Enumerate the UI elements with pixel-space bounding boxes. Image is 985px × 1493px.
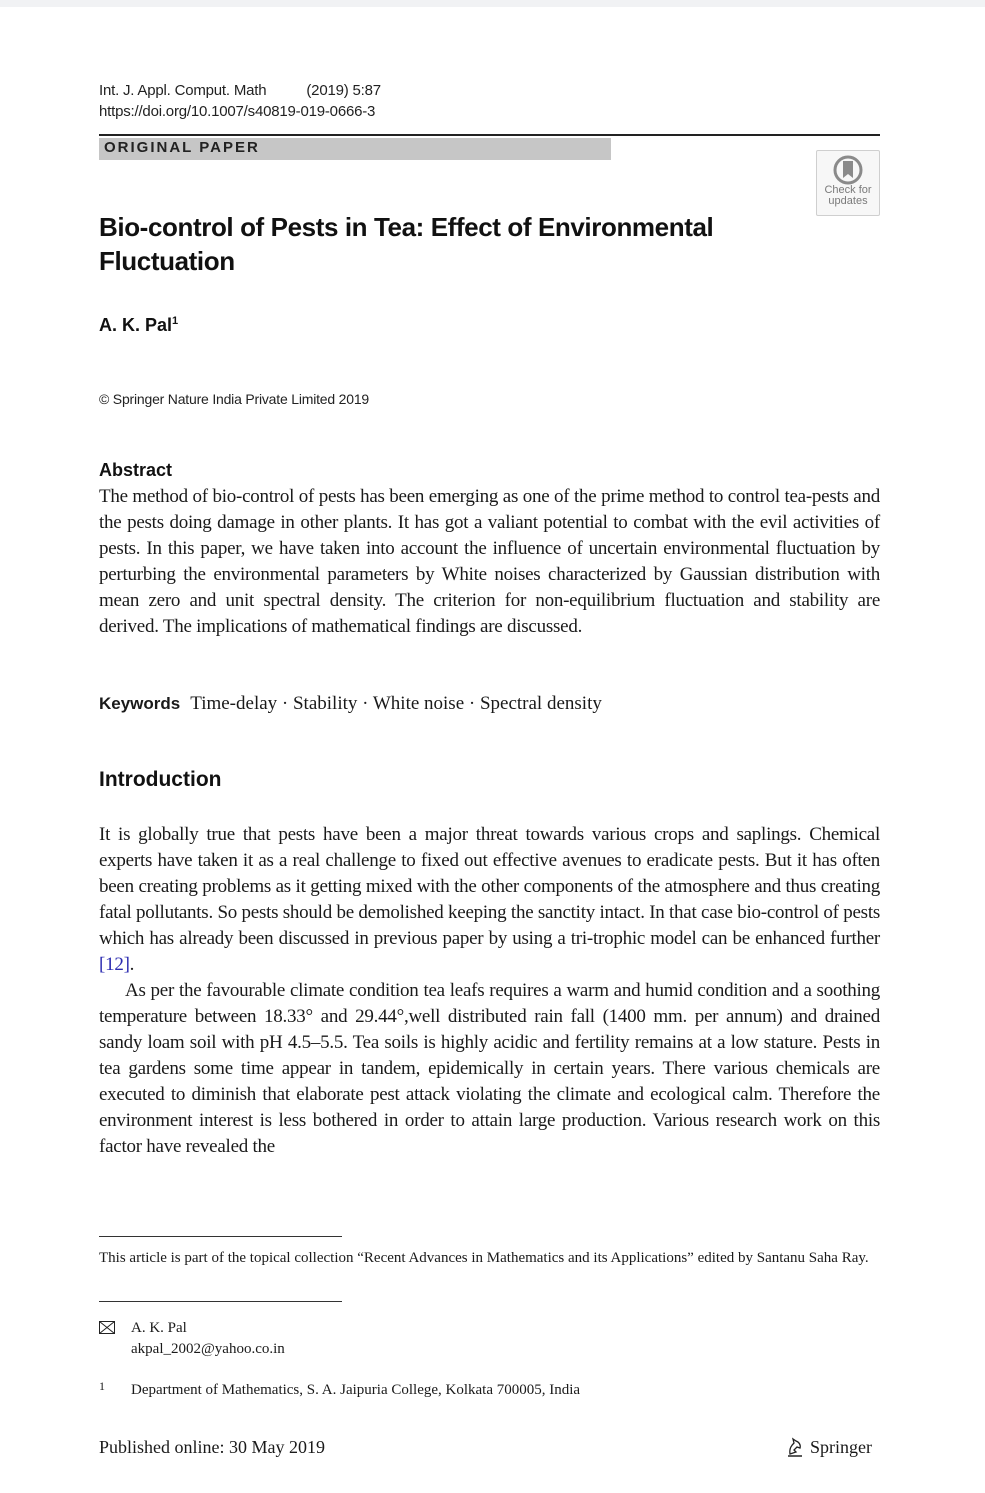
- keywords-label: Keywords: [99, 694, 181, 713]
- collection-note: This article is part of the topical collection “Recent Advances in Mathematics and its Applications” edited by Santanu Saha Ray.: [99, 1250, 869, 1266]
- published-date: Published online: 30 May 2019: [99, 1437, 325, 1457]
- article-type: ORIGINAL PAPER: [104, 139, 260, 156]
- affiliation-marker: 1: [172, 315, 179, 327]
- springer-horse-icon: [786, 1436, 804, 1458]
- paper-title: Bio-control of Pests in Tea: Effect of Environmental Fluctuation: [99, 212, 714, 276]
- copyright: © Springer Nature India Private Limited 2019: [99, 391, 369, 407]
- journal-citation: [99, 80, 381, 122]
- journal-volume: (2019) 5:87: [306, 82, 381, 99]
- introduction-paragraph-1: It is globally true that pests have been a major threat towards various crops and saplings. Chemical experts have taken it as a real challenge to fixed out effective avenues to eradicate pests. But it has often been creating problems as it getting mixed with the other components of the atmosphere and thus creating fatal pollutants. So pests should be demolished keeping the sanctity intact. In that case bio-control of pests which has already been discussed in previous paper by using a tri-trophic model can be enhanced further [12].: [99, 824, 880, 975]
- abstract-heading: Abstract: [99, 460, 173, 480]
- crossmark-bookmark-icon: [833, 155, 863, 185]
- abstract-text: The method of bio-control of pests has been emerging as one of the prime method to control tea-pests and the pests doing damage in other plants. It has got a valiant potential to combat with the evil activities of pests. In this paper, we have taken into account the influence of uncertain environmental fluctuation by perturbing the environmental parameters by White noises characterized by Gaussian distribution with mean zero and unit spectral density. The criterion for non-equilibrium fluctuation and stability are derived. The implications of mathematical findings are discussed.: [99, 486, 880, 637]
- introduction-heading: Introduction: [99, 768, 222, 791]
- envelope-icon: [99, 1320, 117, 1334]
- keywords: [99, 691, 602, 717]
- footnote-rule: [99, 1236, 342, 1237]
- doi-link[interactable]: https://doi.org/10.1007/s40819-019-0666-3: [99, 103, 376, 120]
- viewer-top-bar: [0, 0, 985, 7]
- corresponding-name: A. K. Pal: [131, 1320, 187, 1336]
- corresponding-email[interactable]: akpal_2002@yahoo.co.in: [131, 1341, 285, 1357]
- footnote-rule: [99, 1301, 342, 1302]
- introduction-paragraph-2: As per the favourable climate condition tea leafs requires a warm and humid condition and a soothing temperature between 18.33° and 29.44°,well distributed rain fall (1400 mm. per annum) and drained sandy loam soil with pH 4.5–5.5. Tea soils is highly acidic and fertility remains at a low stature. Pests in tea gardens some time appear in tandem, epidemically in certain years. There various chemicals are executed to diminish that elaborate pest attack violating the climate and ecological calm. Therefore the environment interest is less bothered in order to attain large production. Various research work on this factor have revealed the: [99, 980, 880, 1157]
- author: A. K. Pal$^1$: [99, 315, 179, 335]
- publisher-logo: Springer: [786, 1436, 872, 1458]
- journal-name: Int. J. Appl. Comput. Math: [99, 82, 267, 99]
- citation-link[interactable]: [12]: [99, 954, 130, 975]
- header-rule: [99, 134, 880, 136]
- keywords-list: Time-delay · Stability · White noise · Spectral density: [190, 693, 602, 714]
- check-for-updates-badge[interactable]: Check for updates: [816, 150, 880, 216]
